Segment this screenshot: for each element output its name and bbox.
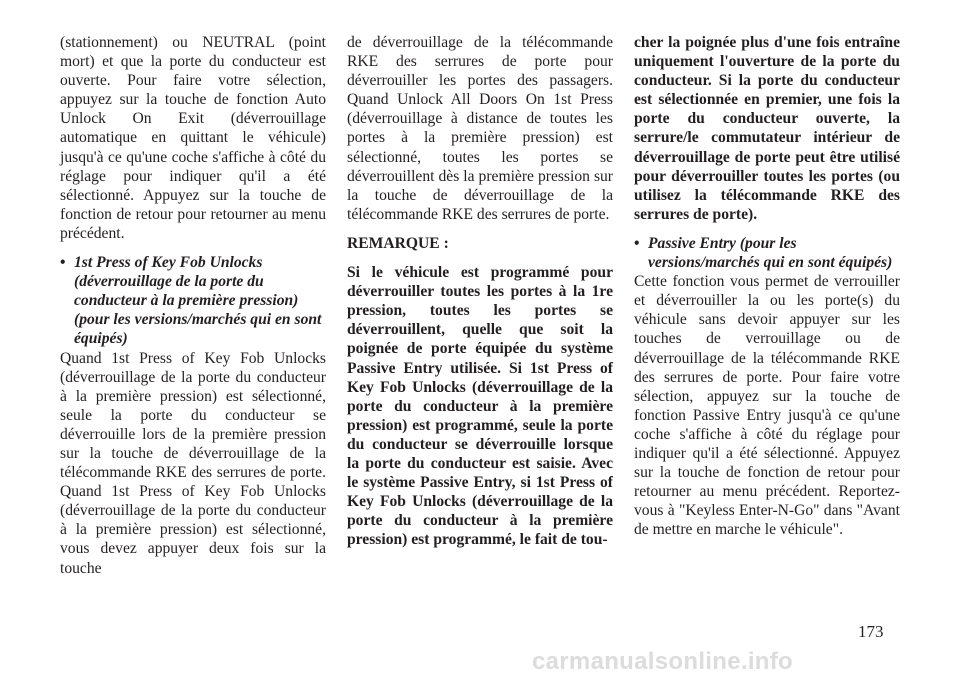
paragraph-auto-unlock-continued: (stationnement) ou NEUTRAL (point mort) et que la porte du conducteur est ouverte. Pour faire votre sélection, appuyez sur la touche de fonction Auto Unlock On Exit (déverrouillage automatique en quittant le véhicule) jusqu'à ce qu'une coche s'affiche à côté du réglage pour indiquer qu'il a été sélectionné. Appuyez sur la touche de fonction de retour pour retourner au menu précédent. [60, 34, 326, 242]
bullet-heading-passive-entry [634, 234, 900, 272]
text-column-1 [60, 33, 326, 578]
bullet-icon: • [634, 234, 640, 252]
text-column-3 [634, 33, 900, 539]
paragraph-passive-entry: Cette fonction vous permet de verrouiller et déverrouiller la ou les porte(s) du véhicule sans devoir appuyer sur les touches de verrouillage ou de déverrouillage de la télécommande RKE des serrures de porte. Pour faire votre sélection, appuyez sur la touche de fonction Passive Entry jusqu'à ce qu'une coche s'affiche à côté du réglage pour indiquer qu'il a été sélectionné. Appuyez sur la touche de fonction de retour pour retourner au menu précédent. Reportez-vous à "Keyless Enter-N-Go" dans "Avant de mettre en marche le véhicule". [634, 273, 900, 539]
bullet-icon: • [60, 254, 66, 272]
watermark-text: carmanualsonline.info [532, 648, 794, 675]
page-number: 173 [858, 622, 884, 641]
paragraph-first-press: Quand 1st Press of Key Fob Unlocks (déverrouillage de la porte du conducteur à la première pression) est sélectionné, seule la porte du conducteur se déverrouille lors de la première pression sur la touche de déverrouillage de la télécommande RKE des serrures de porte. Quand 1st Press of Key Fob Unlocks (déverrouillage de la porte du conducteur à la première pression) est sélectionné, vous devez appuyer deux fois sur la touche [60, 349, 326, 577]
note-label: REMARQUE : [347, 234, 449, 252]
bullet-heading-text: 1st Press of Key Fob Unlocks (déverrouillage de la porte du conducteur à la première pression) (pour les versions/marchés qui en sont équipés) [74, 254, 322, 348]
note-text-continued: cher la poignée plus d'une fois entraîne uniquement l'ouverture de la porte du conducteur. Si la porte du conducteur est sélectionnée en premier, une fois la porte du conducteur ouverte, la serrure/le commutateur intérieur de déverrouillage de porte peut être utilisé pour déverrouiller toutes les portes (ou utilisez la télécommande RKE des serrures de porte). [634, 34, 900, 223]
bullet-heading-first-press [60, 253, 326, 348]
note-text: Si le véhicule est programmé pour déverrouiller toutes les portes à la 1re pression, toutes les portes se déverrouillent, quelle que soit la poignée de porte équipée du système Passive Entry utilisée. Si 1st Press of Key Fob Unlocks (déverrouillage de la porte du conducteur à la première pression) est programmé, seule la porte du conducteur se déverrouille lorsque la porte du conducteur est saisie. Avec le système Passive Entry, si 1st Press of Key Fob Unlocks (déverrouillage de la porte du conducteur à la première pression) est programmé, le fait de tou- [347, 264, 613, 549]
bullet-heading-text: Passive Entry (pour les versions/marchés qui en sont équipés) [648, 234, 893, 272]
paragraph-first-press-continued: de déverrouillage de la télécommande RKE des serrures de porte pour déverrouiller les portes des passagers. Quand Unlock All Doors On 1st Press (déverrouillage à distance de toutes les portes à la première pression) est sélectionné, toutes les portes se déverrouillent dès la première pression sur la touche de déverrouillage de la télécommande RKE des serrures de porte. [347, 34, 613, 223]
text-column-2 [347, 33, 613, 549]
